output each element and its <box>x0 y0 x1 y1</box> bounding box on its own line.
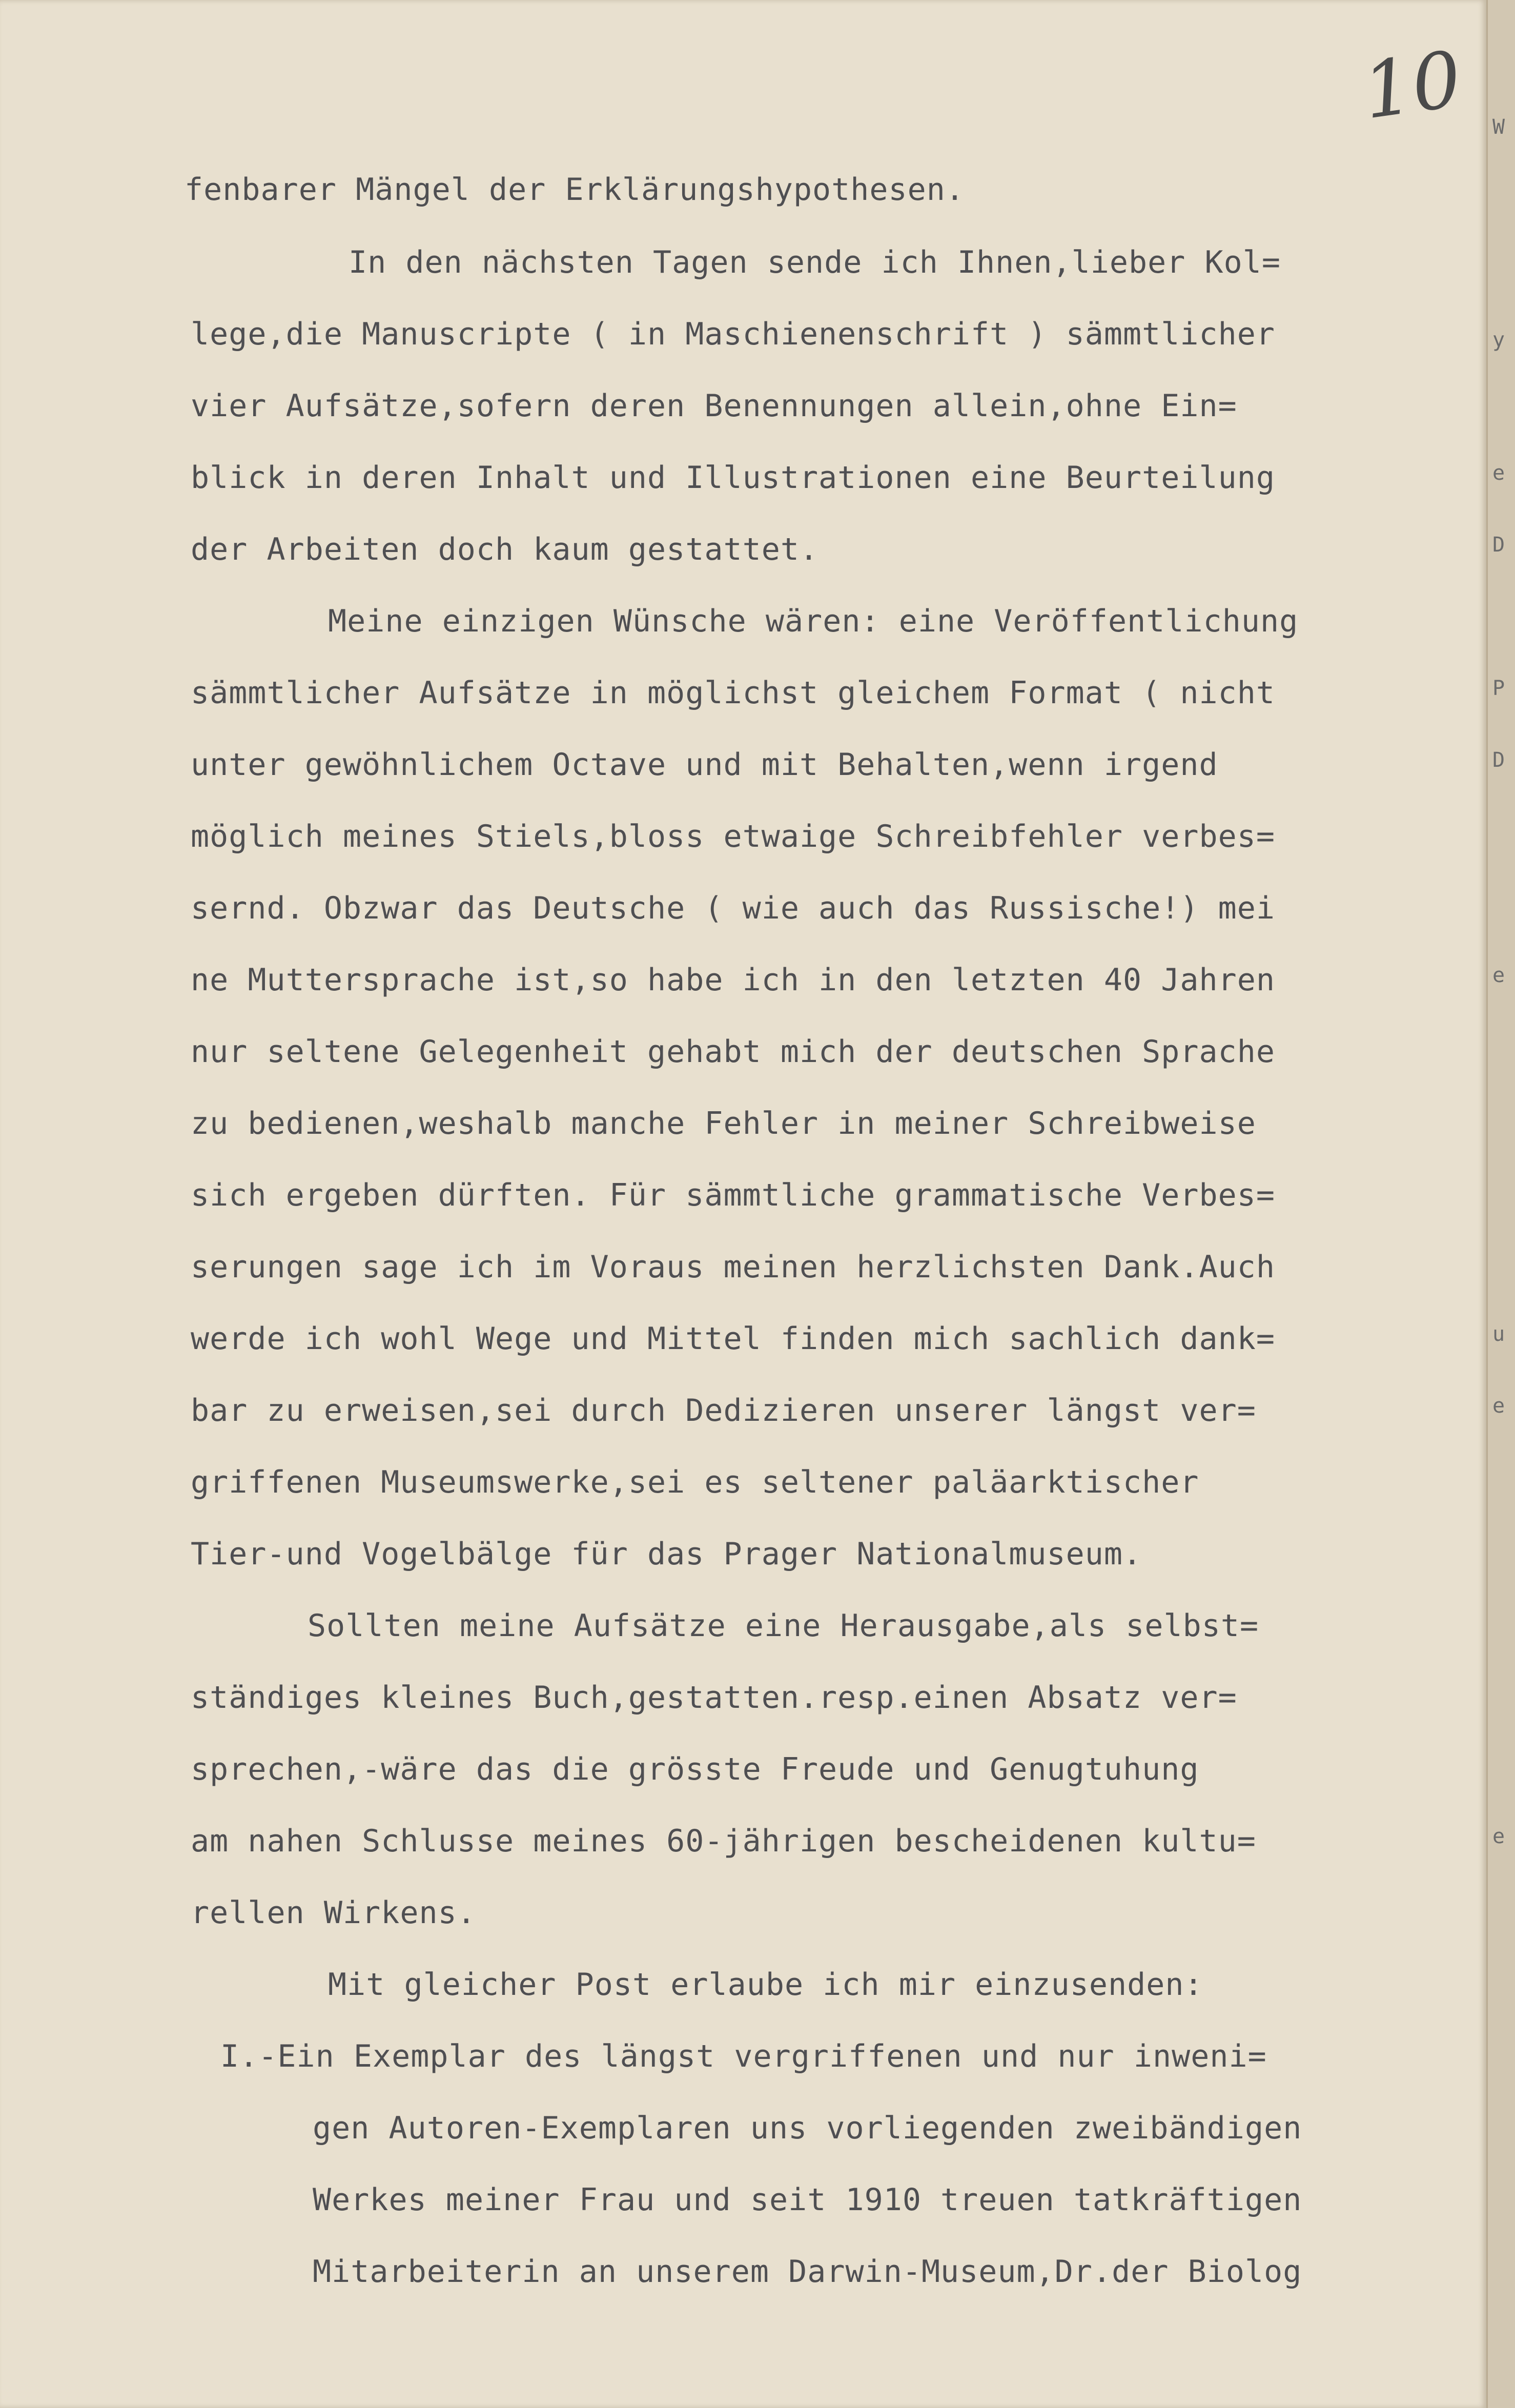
text-line: sich ergeben dürften. Für sämmtliche grammatische Verbes= <box>191 1177 1276 1213</box>
text-line: ne Muttersprache ist,so habe ich in den letzten 40 Jahren <box>191 962 1276 998</box>
text-line: sernd. Obzwar das Deutsche ( wie auch das Russische!) mei <box>191 890 1276 926</box>
text-line: sämmtlicher Aufsätze in möglichst gleichem Format ( nicht <box>191 675 1276 711</box>
text-line: unter gewöhnlichem Octave und mit Behalten,wenn irgend <box>191 747 1218 783</box>
folio-number: 10 <box>1357 34 1467 137</box>
text-line: Tier-und Vogelbälge für das Prager Nationalmuseum. <box>191 1536 1142 1572</box>
text-line: ständiges kleines Buch,gestatten.resp.einen Absatz ver= <box>191 1680 1237 1716</box>
text-line: Mit gleicher Post erlaube ich mir einzusenden: <box>328 1967 1203 2003</box>
edge-letter: e <box>1492 461 1505 485</box>
text-line: lege,die Manuscripte ( in Maschienenschrift ) sämmtlicher <box>191 316 1276 352</box>
text-line: blick in deren Inhalt und Illustrationen eine Beurteilung <box>191 460 1276 496</box>
text-line: Meine einzigen Wünsche wären: eine Veröffentlichung <box>328 603 1299 639</box>
text-line: zu bedienen,weshalb manche Fehler in meiner Schreibweise <box>191 1106 1256 1141</box>
edge-letter: e <box>1492 1825 1505 1848</box>
text-line: serungen sage ich im Voraus meinen herzlichsten Dank.Auch <box>191 1249 1276 1285</box>
text-line: bar zu erweisen,sei durch Dedizieren unserer längst ver= <box>191 1393 1256 1429</box>
adjacent-page-edge <box>1486 0 1515 2408</box>
text-line: griffenen Museumswerke,sei es seltener paläarktischer <box>191 1464 1199 1500</box>
text-line: fenbarer Mängel der Erklärungshypothesen. <box>185 172 965 208</box>
text-line: am nahen Schlusse meines 60-jährigen bescheidenen kultu= <box>191 1823 1256 1859</box>
text-line: Mitarbeiterin an unserem Darwin-Museum,Dr.der Biolog <box>313 2254 1302 2290</box>
text-line: sprechen,-wäre das die grösste Freude und Genugtuhung <box>191 1751 1199 1787</box>
edge-letter: e <box>1492 964 1505 987</box>
text-line: I.-Ein Exemplar des längst vergriffenen und nur inweni= <box>220 2038 1267 2074</box>
edge-letter: D <box>1492 748 1505 772</box>
edge-letter: D <box>1492 533 1505 557</box>
text-line: vier Aufsätze,sofern deren Benennungen allein,ohne Ein= <box>191 388 1237 424</box>
text-line: rellen Wirkens. <box>191 1895 476 1931</box>
text-line: Sollten meine Aufsätze eine Herausgabe,als selbst= <box>308 1608 1259 1644</box>
text-line: gen Autoren-Exemplaren uns vorliegenden zweibändigen <box>313 2110 1302 2146</box>
edge-letter: P <box>1492 677 1505 700</box>
edge-letter: e <box>1492 1394 1505 1418</box>
text-line: In den nächsten Tagen sende ich Ihnen,lieber Kol= <box>349 244 1281 280</box>
text-line: möglich meines Stiels,bloss etwaige Schreibfehler verbes= <box>191 819 1276 854</box>
edge-letter: W <box>1492 115 1505 139</box>
edge-letter: y <box>1492 328 1505 352</box>
edge-letter: u <box>1492 1322 1505 1346</box>
text-line: werde ich wohl Wege und Mittel finden mich sachlich dank= <box>191 1321 1276 1357</box>
text-line: der Arbeiten doch kaum gestattet. <box>191 532 819 567</box>
text-line: Werkes meiner Frau und seit 1910 treuen tatkräftigen <box>313 2182 1302 2218</box>
text-line: nur seltene Gelegenheit gehabt mich der deutschen Sprache <box>191 1034 1276 1070</box>
